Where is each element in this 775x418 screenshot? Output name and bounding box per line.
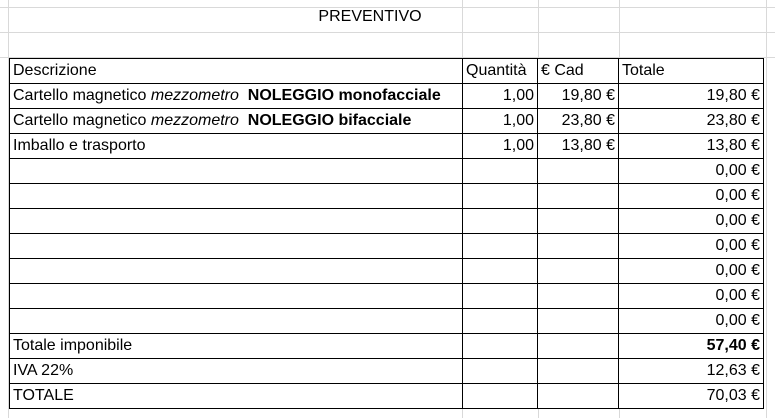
item-unit-price-cell[interactable]: 23,80 € — [538, 109, 619, 134]
empty-cell[interactable] — [538, 184, 619, 209]
table-row — [10, 284, 764, 309]
item-quantity-cell[interactable]: 1,00 — [463, 109, 538, 134]
empty-cell[interactable] — [538, 159, 619, 184]
vat-value[interactable]: 12,63 € — [619, 359, 764, 384]
header-row — [10, 59, 764, 84]
taxable-label[interactable]: Totale imponibile — [10, 334, 463, 359]
empty-cell[interactable] — [10, 259, 463, 284]
table-row — [10, 259, 764, 284]
table-row — [10, 184, 764, 209]
empty-cell[interactable] — [538, 334, 619, 359]
empty-cell[interactable] — [538, 234, 619, 259]
item-description-cell[interactable]: Cartello magnetico mezzometro NOLEGGIO bifacciale — [10, 109, 463, 134]
table-row — [10, 309, 764, 334]
table-row — [10, 234, 764, 259]
empty-cell[interactable] — [463, 159, 538, 184]
empty-cell[interactable] — [463, 259, 538, 284]
grand-total-value[interactable]: 70,03 € — [619, 384, 764, 409]
item-total-cell[interactable]: 0,00 € — [619, 284, 764, 309]
grand-total-label[interactable]: TOTALE — [10, 384, 463, 409]
header-description[interactable]: Descrizione — [10, 59, 463, 84]
summary-row-grand-total — [10, 384, 764, 409]
empty-cell[interactable] — [10, 159, 463, 184]
item-total-cell[interactable]: 23,80 € — [619, 109, 764, 134]
empty-cell[interactable] — [463, 284, 538, 309]
taxable-value[interactable]: 57,40 € — [619, 334, 764, 359]
item-total-cell[interactable]: 19,80 € — [619, 84, 764, 109]
empty-cell[interactable] — [10, 209, 463, 234]
item-total-cell[interactable]: 0,00 € — [619, 259, 764, 284]
table-row — [10, 159, 764, 184]
empty-cell[interactable] — [463, 384, 538, 409]
header-unit-price[interactable]: € Cad — [538, 59, 619, 84]
sheet-title[interactable]: PREVENTIVO — [318, 8, 422, 25]
empty-cell[interactable] — [463, 234, 538, 259]
item-unit-price-cell[interactable]: 13,80 € — [538, 134, 619, 159]
header-total[interactable]: Totale — [619, 59, 764, 84]
empty-cell[interactable] — [463, 209, 538, 234]
item-total-cell[interactable]: 0,00 € — [619, 209, 764, 234]
empty-cell[interactable] — [10, 284, 463, 309]
item-description-cell[interactable]: Cartello magnetico mezzometro NOLEGGIO monofacciale — [10, 84, 463, 109]
empty-cell[interactable] — [10, 309, 463, 334]
header-quantity[interactable]: Quantità — [463, 59, 538, 84]
vat-label[interactable]: IVA 22% — [10, 359, 463, 384]
table-row — [10, 109, 764, 134]
empty-cell[interactable] — [538, 284, 619, 309]
empty-cell[interactable] — [463, 359, 538, 384]
summary-row-vat — [10, 359, 764, 384]
item-total-cell[interactable]: 0,00 € — [619, 234, 764, 259]
table-row — [10, 209, 764, 234]
empty-cell[interactable] — [538, 209, 619, 234]
empty-cell[interactable] — [538, 259, 619, 284]
item-total-cell[interactable]: 0,00 € — [619, 159, 764, 184]
empty-cell[interactable] — [10, 184, 463, 209]
empty-cell[interactable] — [538, 309, 619, 334]
quote-table — [9, 58, 764, 409]
empty-cell[interactable] — [538, 384, 619, 409]
table-row — [10, 84, 764, 109]
empty-cell[interactable] — [463, 309, 538, 334]
empty-cell[interactable] — [463, 184, 538, 209]
item-total-cell[interactable]: 0,00 € — [619, 309, 764, 334]
item-total-cell[interactable]: 0,00 € — [619, 184, 764, 209]
empty-cell[interactable] — [10, 234, 463, 259]
item-description-cell[interactable]: Imballo e trasporto — [10, 134, 463, 159]
empty-cell[interactable] — [463, 334, 538, 359]
empty-cell[interactable] — [538, 359, 619, 384]
summary-row-taxable — [10, 334, 764, 359]
table-row — [10, 134, 764, 159]
item-quantity-cell[interactable]: 1,00 — [463, 134, 538, 159]
item-total-cell[interactable]: 13,80 € — [619, 134, 764, 159]
item-quantity-cell[interactable]: 1,00 — [463, 84, 538, 109]
item-unit-price-cell[interactable]: 19,80 € — [538, 84, 619, 109]
